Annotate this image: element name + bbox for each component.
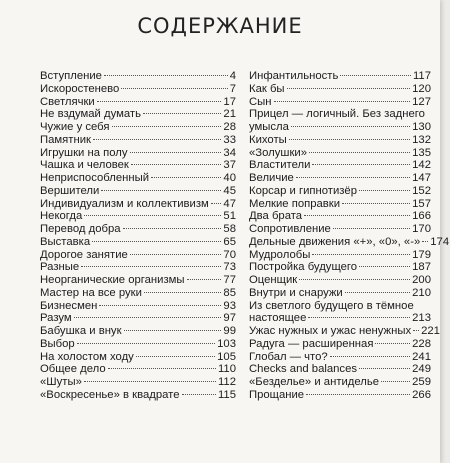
toc-leader-dots bbox=[131, 164, 222, 165]
toc-leader-dots bbox=[299, 279, 410, 280]
toc-page-number: 187 bbox=[412, 261, 431, 274]
toc-entry bbox=[249, 172, 431, 185]
toc-entry-title-cont: настоящее bbox=[249, 312, 307, 325]
toc-entry bbox=[40, 363, 236, 376]
toc-leader-dots bbox=[330, 356, 410, 357]
toc-leader-dots bbox=[289, 139, 410, 140]
toc-leader-dots bbox=[104, 75, 228, 76]
toc-entry-line bbox=[249, 121, 431, 134]
toc-page-number: 65 bbox=[223, 235, 236, 248]
toc-entry-title: «Безделье» и антиделье bbox=[249, 376, 380, 388]
toc-entry-title: «Воскресенье» в квадрате bbox=[40, 388, 180, 401]
toc-entry bbox=[40, 249, 236, 262]
toc-leader-dots bbox=[340, 75, 411, 76]
toc-page-number: 103 bbox=[217, 337, 236, 350]
toc-leader-dots bbox=[309, 152, 410, 153]
toc-entry bbox=[40, 389, 236, 402]
toc-entry-title: Бабушка и внук bbox=[40, 325, 122, 337]
toc-page-number: 135 bbox=[412, 146, 431, 159]
toc-leader-dots bbox=[112, 126, 222, 127]
toc-page-number: 33 bbox=[223, 133, 236, 146]
toc-page-number: 85 bbox=[223, 286, 236, 299]
toc-page-number: 47 bbox=[223, 197, 236, 210]
toc-entry bbox=[249, 198, 431, 211]
toc-entry bbox=[40, 108, 236, 121]
toc-leader-dots bbox=[130, 254, 222, 255]
toc-entry bbox=[249, 70, 431, 83]
toc-page-number: 157 bbox=[412, 197, 431, 210]
toc-entry bbox=[40, 70, 236, 83]
toc-entry bbox=[40, 338, 236, 351]
toc-leader-dots bbox=[287, 88, 411, 89]
toc-page-number: 142 bbox=[412, 159, 431, 172]
toc-entry-title: Прощание bbox=[249, 388, 305, 401]
toc-leader-dots bbox=[345, 292, 410, 293]
toc-entry bbox=[249, 210, 431, 223]
toc-page-number: 21 bbox=[223, 108, 236, 121]
toc-leader-dots bbox=[74, 317, 222, 318]
toc-page-number: 99 bbox=[223, 325, 236, 337]
toc-page-number: 228 bbox=[412, 337, 431, 350]
toc-entry bbox=[249, 338, 431, 351]
toc-entry bbox=[40, 376, 236, 389]
toc-entry-title: Разные bbox=[40, 261, 80, 274]
toc-entry bbox=[249, 287, 431, 300]
toc-page-number: 249 bbox=[412, 363, 431, 376]
toc-entry-title: Сопротивление bbox=[249, 223, 331, 235]
toc-leader-dots bbox=[121, 88, 227, 89]
toc-entry-title: Неорганические организмы bbox=[40, 274, 185, 286]
toc-page-number: 28 bbox=[223, 121, 236, 133]
toc-leader-dots bbox=[93, 139, 221, 140]
toc-entry bbox=[249, 159, 431, 172]
toc-entry-title: Неприспособленный bbox=[40, 172, 150, 184]
toc-page-number: 147 bbox=[412, 172, 431, 184]
toc-leader-dots bbox=[291, 126, 410, 127]
toc-entry bbox=[40, 236, 236, 249]
toc-leader-dots bbox=[123, 228, 222, 229]
toc-page-number: 130 bbox=[412, 121, 431, 133]
toc-entry bbox=[40, 300, 236, 313]
toc-page-number: 70 bbox=[223, 248, 236, 261]
toc-page-number: 115 bbox=[217, 388, 236, 401]
toc-leader-dots bbox=[136, 356, 215, 357]
toc-entry-title: Checks and balances bbox=[249, 363, 358, 376]
toc-entry-title: Некогда bbox=[40, 210, 83, 223]
toc-leader-dots bbox=[312, 164, 410, 165]
toc-entry-title: Памятник bbox=[40, 133, 91, 146]
toc-page-number: 73 bbox=[223, 261, 236, 274]
toc-entry-title: Как бы bbox=[249, 82, 285, 95]
toc-entry-line bbox=[249, 312, 431, 325]
toc-entry-title: Прицел — логичный. Без заднего bbox=[249, 108, 425, 121]
toc-leader-dots bbox=[84, 381, 216, 382]
toc-entry bbox=[40, 198, 236, 211]
toc-entry bbox=[249, 261, 431, 274]
toc-entry bbox=[249, 83, 431, 96]
toc-entry bbox=[40, 210, 236, 223]
toc-entry bbox=[40, 159, 236, 172]
toc-entry-title: «Золушки» bbox=[249, 146, 307, 159]
toc-entry bbox=[249, 325, 440, 338]
toc-entry-title: Выставка bbox=[40, 235, 91, 248]
toc-entry-title: Радуга — расширенная bbox=[249, 337, 374, 350]
toc-page-number: 97 bbox=[223, 312, 236, 325]
toc-page-number: 166 bbox=[412, 210, 431, 223]
toc-entry bbox=[249, 274, 431, 287]
toc-entry-title: Дорогое занятие bbox=[40, 248, 128, 261]
toc-leader-dots bbox=[130, 152, 222, 153]
toc-entry-title: Индивидуализм и коллективизм bbox=[40, 197, 209, 210]
toc-column-left bbox=[40, 70, 236, 402]
toc-page-number: 170 bbox=[412, 223, 431, 235]
toc-leader-dots bbox=[375, 343, 410, 344]
toc-leader-dots bbox=[422, 241, 428, 242]
toc-entry-title: Глобал — что? bbox=[249, 350, 328, 363]
toc-entry bbox=[249, 223, 431, 236]
toc-page-number: 112 bbox=[217, 376, 236, 388]
toc-entry-title: Корсар и гипнотизёр bbox=[249, 184, 357, 197]
toc-leader-dots bbox=[101, 190, 221, 191]
toc-page-number: 93 bbox=[223, 299, 236, 312]
toc-entry-title: Инфантильность bbox=[249, 70, 339, 82]
toc-page-number: 120 bbox=[412, 82, 431, 95]
toc-leader-dots bbox=[296, 177, 410, 178]
toc-leader-dots bbox=[381, 381, 410, 382]
toc-page-number: 221 bbox=[421, 325, 440, 337]
toc-entry-title: Общее дело bbox=[40, 363, 106, 376]
toc-page-number: 37 bbox=[223, 159, 236, 172]
toc-page-number: 127 bbox=[412, 95, 431, 108]
toc-page-number: 117 bbox=[412, 70, 431, 82]
toc-leader-dots bbox=[84, 215, 221, 216]
toc-leader-dots bbox=[306, 394, 410, 395]
toc-leader-dots bbox=[151, 177, 221, 178]
toc-leader-dots bbox=[108, 368, 216, 369]
toc-entry-title: Постройка будущего bbox=[249, 261, 358, 274]
toc-page-number: 105 bbox=[217, 350, 236, 363]
toc-entry-title: Перевод добра bbox=[40, 223, 121, 235]
toc-page-number: 200 bbox=[412, 274, 431, 286]
toc-entry-title: Сын bbox=[249, 95, 272, 108]
toc-entry bbox=[40, 96, 236, 109]
toc-leader-dots bbox=[359, 190, 410, 191]
toc-entry-title: Выбор bbox=[40, 337, 75, 350]
toc-leader-dots bbox=[333, 228, 410, 229]
toc-entry-title: Игрушки на полу bbox=[40, 146, 128, 159]
toc-page-number: 179 bbox=[412, 248, 431, 261]
toc-page-number: 34 bbox=[223, 146, 236, 159]
toc-entry bbox=[40, 351, 236, 364]
toc-page-number: 45 bbox=[223, 184, 236, 197]
toc-entry bbox=[40, 121, 236, 134]
toc-entry-title: Внутри и снаружи bbox=[249, 286, 343, 299]
toc-page-number: 58 bbox=[223, 223, 236, 235]
toc-entry bbox=[40, 274, 236, 287]
toc-column-right bbox=[249, 70, 450, 402]
toc-page-number: 40 bbox=[223, 172, 236, 184]
toc-leader-dots bbox=[99, 305, 221, 306]
toc-entry bbox=[40, 185, 236, 198]
toc-leader-dots bbox=[211, 203, 222, 204]
toc-entry bbox=[249, 351, 431, 364]
toc-entry bbox=[40, 261, 236, 274]
toc-leader-dots bbox=[413, 330, 419, 331]
toc-entry bbox=[40, 223, 236, 236]
toc-entry bbox=[249, 185, 431, 198]
toc-entry bbox=[249, 300, 431, 326]
toc-page-number: 266 bbox=[412, 388, 431, 401]
toc-leader-dots bbox=[92, 241, 221, 242]
toc-leader-dots bbox=[81, 266, 221, 267]
toc-entry-title: Дельные движения «+», «0», «-» bbox=[249, 235, 421, 248]
toc-leader-dots bbox=[359, 266, 410, 267]
toc-entry-title: Властители bbox=[249, 159, 311, 172]
toc-page-number: 77 bbox=[223, 274, 236, 286]
toc-entry bbox=[40, 312, 236, 325]
toc-entry bbox=[40, 287, 236, 300]
toc-entry bbox=[249, 134, 431, 147]
toc-entry-title: Мастер на все руки bbox=[40, 286, 142, 299]
toc-page-number: 132 bbox=[412, 133, 431, 146]
toc-entry-title: Не вздумай думать bbox=[40, 108, 141, 121]
toc-entry-title: Мудролобы bbox=[249, 248, 311, 261]
toc-entry bbox=[40, 147, 236, 160]
toc-entry-title: Бизнесмен bbox=[40, 299, 98, 312]
toc-leader-dots bbox=[312, 254, 410, 255]
toc-entry bbox=[249, 96, 431, 109]
toc-entry bbox=[249, 249, 431, 262]
toc-page-number: 210 bbox=[412, 286, 431, 299]
toc-entry-title: Величие bbox=[249, 172, 294, 184]
toc-entry-title: Разум bbox=[40, 312, 72, 325]
toc-entry bbox=[249, 235, 450, 249]
toc-entry-title: Чашка и человек bbox=[40, 159, 129, 172]
toc-leader-dots bbox=[77, 343, 215, 344]
toc-page-number: 259 bbox=[412, 376, 431, 388]
toc-page-number: 51 bbox=[223, 210, 236, 223]
toc-leader-dots bbox=[182, 394, 216, 395]
toc-leader-dots bbox=[304, 215, 410, 216]
toc-entry-title: Оценщик bbox=[249, 274, 298, 286]
toc-entry-title: Вершители bbox=[40, 184, 100, 197]
toc-page-number: 174 bbox=[430, 235, 450, 248]
toc-entry bbox=[249, 389, 431, 402]
toc-leader-dots bbox=[187, 279, 222, 280]
toc-entry bbox=[40, 83, 236, 96]
page-title: СОДЕРЖАНИЕ bbox=[137, 14, 303, 38]
toc-entry-title: «Шуты» bbox=[40, 376, 82, 388]
toc-page-number: 241 bbox=[412, 350, 431, 363]
toc-leader-dots bbox=[143, 113, 221, 114]
toc-leader-dots bbox=[342, 203, 410, 204]
toc-page-number: 7 bbox=[229, 82, 236, 95]
toc-leader-dots bbox=[359, 368, 410, 369]
toc-entry bbox=[249, 108, 431, 134]
toc-leader-dots bbox=[97, 101, 222, 102]
toc-entry bbox=[249, 363, 431, 376]
toc-entry-title: Искоростенево bbox=[40, 82, 120, 95]
toc-leader-dots bbox=[308, 317, 410, 318]
toc-page-number: 110 bbox=[217, 363, 236, 376]
toc-entry-title: Чужие у себя bbox=[40, 121, 110, 133]
toc-entry-title: Мелкие поправки bbox=[249, 197, 341, 210]
toc-entry-title: На холостом ходу bbox=[40, 350, 134, 363]
toc-entry bbox=[249, 376, 431, 389]
toc-page-number: 213 bbox=[412, 312, 431, 325]
toc-entry-title: Два брата bbox=[249, 210, 303, 223]
toc-entry bbox=[40, 134, 236, 147]
toc-page-number: 4 bbox=[229, 70, 236, 82]
toc-leader-dots bbox=[124, 330, 222, 331]
toc-entry-title: Ужас нужных и ужас ненужных bbox=[249, 325, 412, 337]
toc-leader-dots bbox=[144, 292, 222, 293]
toc-entry-title: Из светлого будущего в тёмное bbox=[249, 299, 414, 312]
toc-page-number: 152 bbox=[412, 184, 431, 197]
toc-entry-title-cont: умысла bbox=[249, 121, 289, 133]
toc-page-number: 17 bbox=[223, 95, 236, 108]
toc-entry bbox=[249, 147, 431, 160]
toc-entry bbox=[40, 172, 236, 185]
toc-entry-title: Вступление bbox=[40, 70, 102, 82]
toc-entry-title: Светлячки bbox=[40, 95, 95, 108]
toc-leader-dots bbox=[274, 101, 411, 102]
toc-entry bbox=[40, 325, 236, 338]
toc-entry-title: Кихоты bbox=[249, 133, 287, 146]
